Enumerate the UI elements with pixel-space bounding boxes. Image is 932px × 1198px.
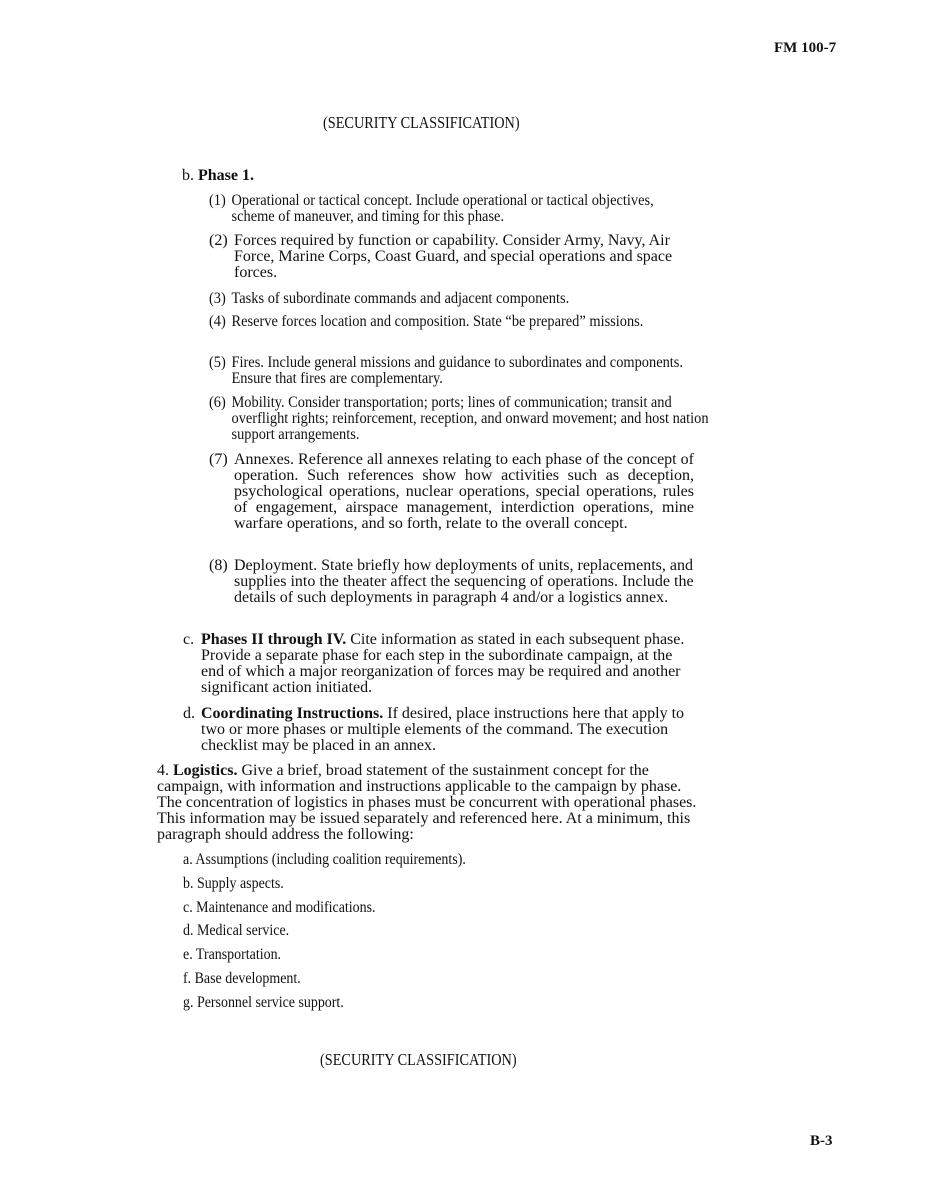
phase1-item-3: (3) Tasks of subordinate commands and adjacent components. [209,290,570,307]
phase1-label: b. [182,167,194,184]
phase1-item-2: (2) Forces required by function or capability. Consider Army, Navy, Air Force, Marine Corps, Coast Guard, and special operations and space forces. [209,232,673,281]
phase1-heading [182,167,254,185]
manual-id: FM 100-7 [774,40,837,56]
coordinating-title: Coordinating Instructions. [201,705,384,722]
phases-ii-iv-paragraph: c. Phases II through IV. Cite information as stated in each subsequent phase. Provide a separate phase for each step in the subordinate campaign, at the end of which a major reorganization of forces may be required and another significant action initiated. [183,631,685,696]
phase1-item-7: (7) Annexes. Reference all annexes relating to each phase of the concept of operation. Such references show how activities such as deception, psychological operations, nuclear operations, special operations, rules of engagement, airspace management, interdiction operations, mine warfare operations, and so forth, relate to the overall concept. [209,451,694,532]
logistics-list-item: d. Medical service. [183,922,290,939]
logistics-list-item: f. Base development. [183,970,301,987]
logistics-list-item: e. Transportation. [183,946,282,963]
phases-ii-iv-title: Phases II through IV. [201,631,347,648]
phase1-item-6: (6) Mobility. Consider transportation; ports; lines of communication; transit and overflight rights; reinforcement, reception, and onward movement; and host nation support arrangements. [209,394,709,443]
page-number: B-3 [810,1133,833,1149]
logistics-list-item: b. Supply aspects. [183,875,284,892]
logistics-paragraph: 4. Logistics. Give a brief, broad statement of the sustainment concept for the campaign, with information and instructions applicable to the campaign by phase. The concentration of logistics in phases must be concurrent with operational phases. This information may be issued separately and referenced here. At a minimum, this paragraph should address the following: [157,762,697,843]
phase1-item-8: (8) Deployment. State briefly how deployments of units, replacements, and supplies into the theater affect the sequencing of operations. Include the details of such deployments in paragraph 4 and/or a logistics annex. [209,557,694,606]
logistics-title: Logistics. [173,762,238,779]
phase1-item-5: (5) Fires. Include general missions and guidance to subordinates and components. Ensure that fires are complementary. [209,354,684,387]
phase1-item-4: (4) Reserve forces location and composition. State “be prepared” missions. [209,313,644,330]
logistics-list-item: c. Maintenance and modifications. [183,899,376,916]
phase1-title: Phase 1. [198,167,254,184]
logistics-label: 4. [157,762,169,779]
logistics-list-item: a. Assumptions (including coalition requirements). [183,851,466,868]
coordinating-instructions-paragraph: d. Coordinating Instructions. If desired, place instructions here that apply to two or more phases or multiple elements of the command. The execution checklist may be placed in an annex. [183,705,685,754]
security-classification-bottom: (SECURITY CLASSIFICATION) [320,1050,517,1069]
logistics-list-item: g. Personnel service support. [183,994,344,1011]
security-classification-top: (SECURITY CLASSIFICATION) [323,113,520,132]
phase1-item-1: (1) Operational or tactical concept. Include operational or tactical objectives, scheme of maneuver, and timing for this phase. [209,192,654,225]
